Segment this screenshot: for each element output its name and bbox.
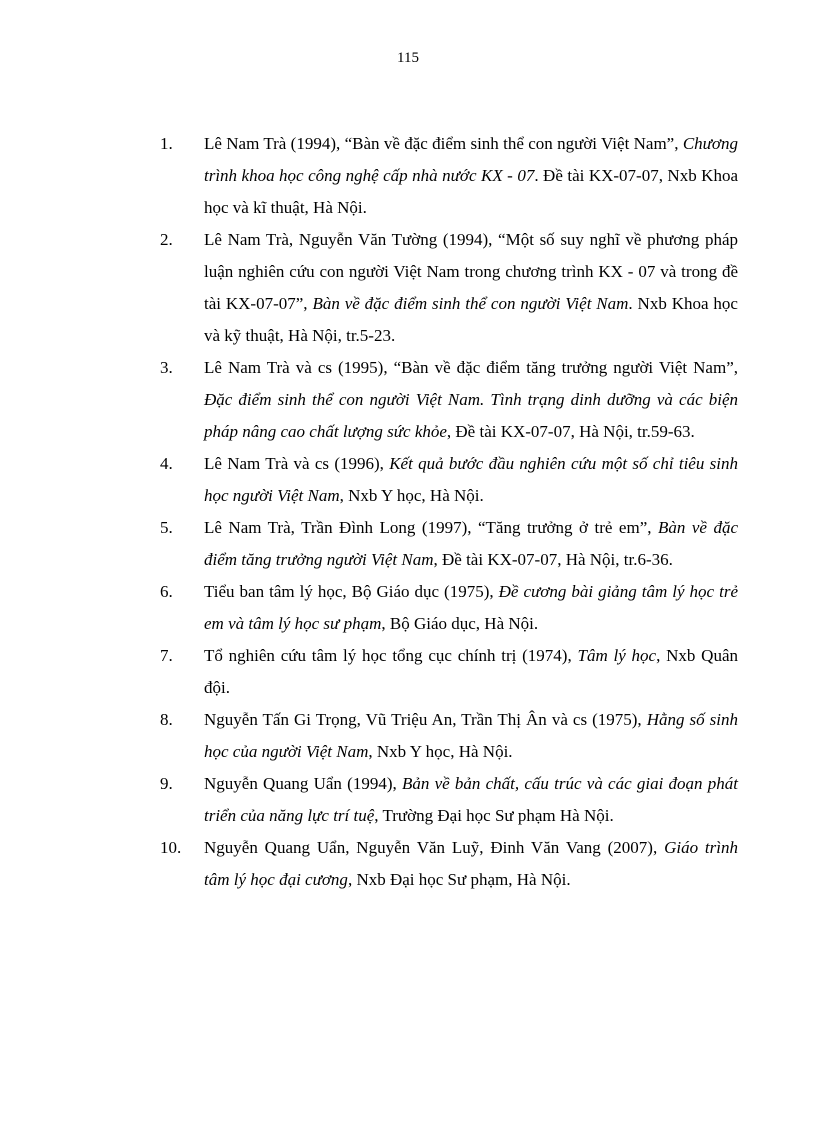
reference-text	[204, 512, 738, 576]
reference-segment: Lê Nam Trà và cs (1996),	[204, 454, 390, 473]
reference-title: Giáo trình tâm lý học đại cương	[204, 838, 738, 889]
reference-number: 10.	[160, 838, 182, 857]
reference-segment: , Đề tài KX-07-07, Hà Nội, tr.6-36.	[433, 550, 673, 569]
reference-title: Bàn về đặc điểm sinh thể con người Việt Nam	[312, 294, 629, 313]
reference-segment: Tổ nghiên cứu tâm lý học tổng cục chính trị (1974),	[204, 646, 578, 665]
reference-title: Đặc điểm sinh thể con người Việt Nam. Tình trạng dinh dưỡng và các biện pháp nâng cao chất lượng sức khỏe	[204, 390, 738, 441]
reference-title: Hằng số sinh học của người Việt Nam	[204, 710, 738, 761]
reference-title: Tâm lý học	[577, 646, 657, 665]
reference-item	[160, 352, 738, 448]
reference-number: 6.	[160, 582, 173, 601]
reference-item	[160, 448, 738, 512]
reference-item	[160, 640, 738, 704]
reference-text	[204, 768, 738, 832]
reference-segment: . Nxb Khoa học và kỹ thuật, Hà Nội, tr.5-23.	[204, 294, 738, 345]
reference-segment: , Trường Đại học Sư phạm Hà Nội.	[374, 806, 614, 825]
reference-number: 1.	[160, 134, 173, 153]
reference-segment: Lê Nam Trà, Trần Đình Long (1997), “Tăng trưởng ở trẻ em”,	[204, 518, 658, 537]
reference-number: 3.	[160, 358, 173, 377]
reference-segment: Lê Nam Trà, Nguyễn Văn Tường (1994), “Một số suy nghĩ về phương pháp luận nghiên cứu con người Việt Nam trong chương trình KX - 07 và trong đề tài KX-07-07”,	[204, 230, 738, 313]
reference-segment: , Nxb Quân đội.	[204, 646, 738, 697]
reference-text	[204, 352, 738, 448]
reference-item	[160, 832, 738, 896]
reference-number: 5.	[160, 518, 173, 537]
reference-item	[160, 128, 738, 224]
reference-segment: Nguyễn Quang Uẩn, Nguyễn Văn Luỹ, Đinh Văn Vang (2007),	[204, 838, 665, 857]
reference-segment: , Bộ Giáo dục, Hà Nội.	[381, 614, 539, 633]
reference-text	[204, 704, 738, 768]
reference-item	[160, 512, 738, 576]
reference-title: Đề cương bài giảng tâm lý học trẻ em và tâm lý học sư phạm	[204, 582, 738, 633]
reference-item	[160, 704, 738, 768]
reference-number: 9.	[160, 774, 173, 793]
reference-number: 7.	[160, 646, 173, 665]
reference-item	[160, 576, 738, 640]
reference-text	[204, 448, 738, 512]
reference-number: 8.	[160, 710, 173, 729]
reference-item	[160, 768, 738, 832]
reference-segment: . Đề tài KX-07-07, Nxb Khoa học và kĩ thuật, Hà Nội.	[204, 166, 738, 217]
reference-segment: , Nxb Y học, Hà Nội.	[368, 742, 513, 761]
reference-segment: Lê Nam Trà và cs (1995), “Bàn về đặc điểm tăng trưởng người Việt Nam”,	[204, 358, 738, 377]
reference-text	[204, 224, 738, 352]
reference-segment: Lê Nam Trà (1994), “Bàn về đặc điểm sinh thể con người Việt Nam”,	[204, 134, 683, 153]
reference-segment: , Nxb Y học, Hà Nội.	[339, 486, 484, 505]
reference-title: Kết quả bước đầu nghiên cứu một số chỉ tiêu sinh học người Việt Nam	[204, 454, 738, 505]
reference-number: 4.	[160, 454, 173, 473]
reference-text	[204, 128, 738, 224]
reference-segment: Nguyễn Tấn Gi Trọng, Vũ Triệu An, Trần Thị Ân và cs (1975),	[204, 710, 647, 729]
reference-title: Chương trình khoa học công nghệ cấp nhà nước KX - 07	[204, 134, 738, 185]
reference-text	[204, 832, 738, 896]
reference-segment: , Nxb Đại học Sư phạm, Hà Nội.	[347, 870, 571, 889]
reference-number: 2.	[160, 230, 173, 249]
reference-text	[204, 576, 738, 640]
reference-segment: , Đề tài KX-07-07, Hà Nội, tr.59-63.	[446, 422, 695, 441]
page-number: 115	[397, 50, 419, 66]
reference-title: Bản về bản chất, cấu trúc và các giai đoạn phát triển của năng lực trí tuệ	[204, 774, 738, 825]
reference-segment: Nguyễn Quang Uẩn (1994),	[204, 774, 402, 793]
reference-item	[160, 224, 738, 352]
reference-segment: Tiểu ban tâm lý học, Bộ Giáo dục (1975),	[204, 582, 499, 601]
reference-text	[204, 640, 738, 704]
reference-title: Bàn về đặc điểm tăng trưởng người Việt Nam	[204, 518, 738, 569]
reference-list	[160, 128, 738, 896]
